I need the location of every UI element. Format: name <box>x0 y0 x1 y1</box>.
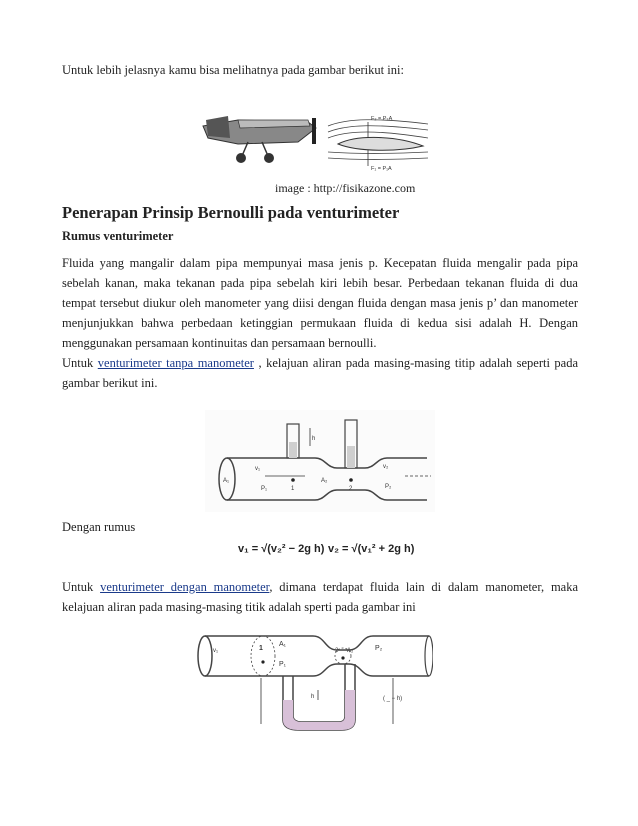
fig2-v1: v₁ <box>255 466 261 472</box>
venturimeter-tanpa-manometer-figure <box>205 410 435 512</box>
paragraph-2 <box>62 353 578 393</box>
fig3-a2: A₂ <box>347 648 354 654</box>
paragraph-3-after: , dimana terdapat fluida lain di dalam manometer, maka kelajuan aliran pada masing-masing titik adalah sperti pada gambar ini <box>62 580 579 614</box>
fig3-n2: 2 <box>335 648 339 654</box>
paragraph-2-before: Untuk <box>62 356 98 370</box>
fig3-p2: P₂ <box>375 645 383 652</box>
fig2-n2: 2 <box>349 486 353 492</box>
fig3-v1: v₁ <box>213 648 219 654</box>
formula-v1: v₁ = √(v₂² − 2g h) <box>238 543 325 555</box>
fig2-a2: A₂ <box>321 478 328 484</box>
formula-v2: v₂ = √(v₁² + 2g h) <box>328 543 415 555</box>
fig3-dh: ( _ − h) <box>383 696 403 702</box>
fig2-p1: P₁ <box>261 486 268 492</box>
fig2-a1: A₁ <box>223 478 230 484</box>
fig3-n1: 1 <box>259 645 263 652</box>
fig2-h: h <box>312 436 316 442</box>
airplane-airfoil-figure <box>198 108 433 174</box>
link-venturimeter-dengan-manometer[interactable]: venturimeter dengan manometer <box>100 580 270 594</box>
fig2-n1: 1 <box>291 486 295 492</box>
paragraph-2-after: , kelajuan aliran pada masing-masing titip adalah seperti pada gambar berikut ini. <box>62 356 579 390</box>
fig1-label-bottom: F₁ = P₁A <box>371 166 392 172</box>
intro-text: Untuk lebih jelasnya kamu bisa melihatnya pada gambar berikut ini: <box>62 63 404 77</box>
paragraph-3-before: Untuk <box>62 580 101 594</box>
fig2-v2: v₂ <box>383 464 389 470</box>
venturimeter-dengan-manometer-figure <box>193 628 433 732</box>
airfoil-illustration <box>328 116 428 172</box>
paragraph-1: Fluida yang mangalir dalam pipa mempunyai masa jenis p. Kecepatan fluida mengalir pada pipa sebelah kanan, maka tekanan pada pipa sebelah kiri lebih besar. Perbedaan tekanan fluida di dua tempat tersebut diukur oleh manometer yang diisi dengan fluida dengan masa jenis p’ dan manometer menjunjukkan bahwa perbedaan ketinggian permukaan fluida di kedua sisi adalah H. Dengan menggunakan persamaan kontinuitas dan persamaan bernoulli. <box>62 256 578 350</box>
section-title: Penerapan Prinsip Bernoulli pada venturimeter <box>62 203 400 222</box>
airplane-illustration <box>203 116 316 163</box>
fig3-p1: P₁ <box>279 661 287 668</box>
fig2-p2: P₂ <box>385 484 392 490</box>
link-venturimeter-tanpa-manometer[interactable]: venturimeter tanpa manometer <box>97 356 254 370</box>
fig3-a1: A₁ <box>279 641 287 648</box>
paragraph-3 <box>62 577 578 617</box>
fig3-h: h <box>311 694 315 700</box>
dengan-rumus-label: Dengan rumus <box>62 520 136 534</box>
subtitle: Rumus venturimeter <box>62 229 174 243</box>
figure-caption: image : http://fisikazone.com <box>275 181 416 195</box>
fig1-label-top: F₂ = P₂A <box>371 116 393 122</box>
